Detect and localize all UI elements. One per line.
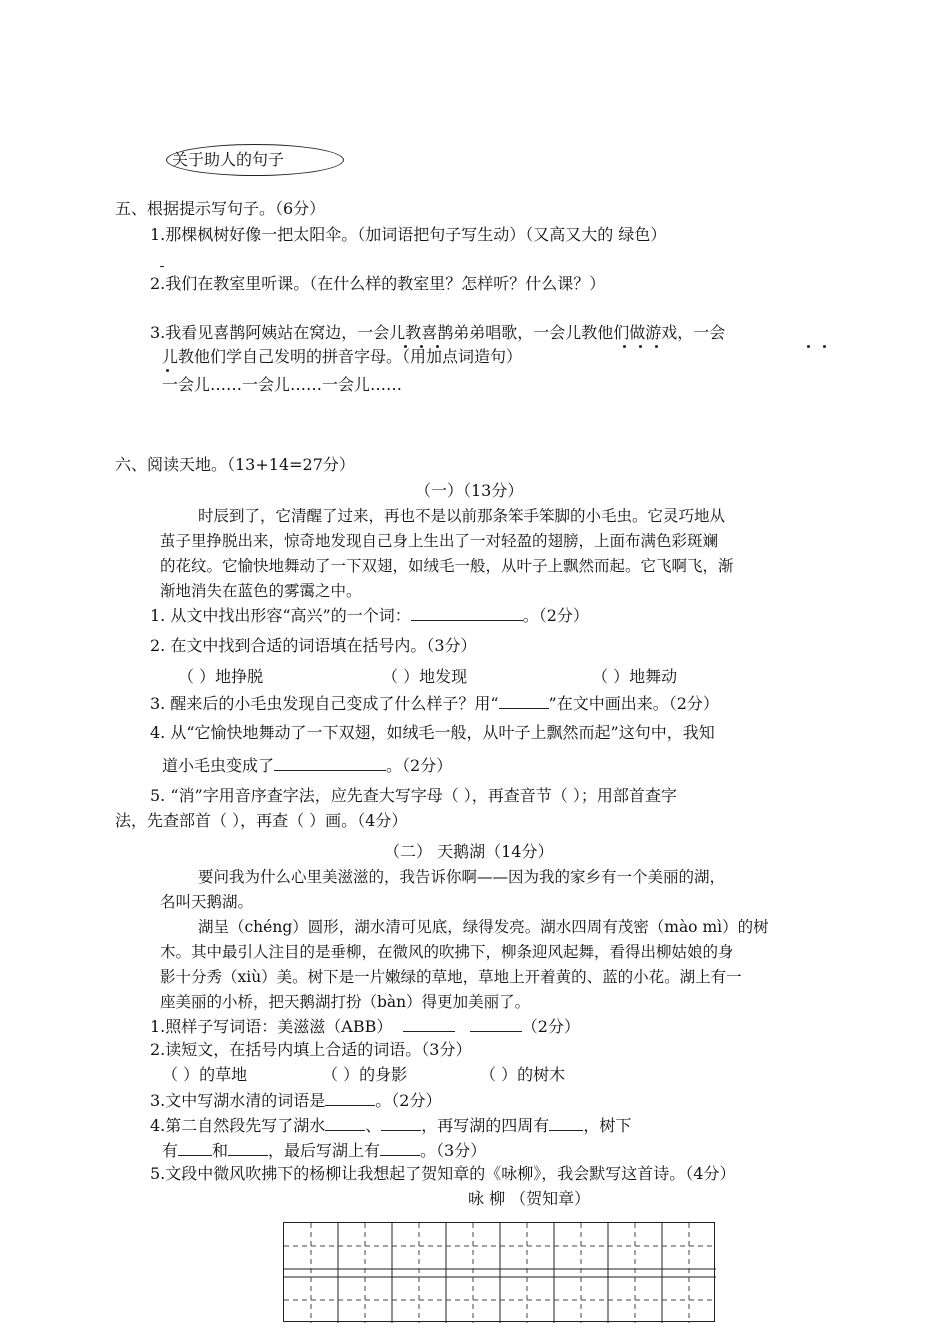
answer-bracket[interactable]: （ ）的身影	[322, 1065, 408, 1084]
answer-blank[interactable]	[403, 1015, 455, 1032]
answer-blank[interactable]	[274, 754, 386, 771]
part2-q5: 5.文段中微风吹拂下的杨柳让我想起了贺知章的《咏柳》，我会默写这首诗。（4分）	[150, 1164, 736, 1183]
section5-q3-line3: 一会儿……一会儿……一会儿……	[162, 375, 403, 394]
part1-q2: 2. 在文中找到合适的词语填在括号内。（3分）	[150, 636, 477, 655]
section5-heading: 五、根据提示写句子。（6分）	[115, 199, 326, 218]
part2-q4-text: 4.第二自然段先写了湖水	[150, 1116, 326, 1135]
writing-grid[interactable]	[283, 1222, 715, 1322]
answer-bracket[interactable]: （ ）地发现	[382, 667, 468, 686]
part1-q3-points: ”在文中画出来。（2分）	[548, 694, 719, 713]
section5-q3-line1: 3.我看见喜鹊阿姨站在窝边，一会儿教喜鹊弟弟唱歌，一会儿教他们做游戏，一会	[150, 323, 726, 342]
emphasis-dot	[166, 369, 169, 372]
answer-blank[interactable]	[325, 1114, 365, 1131]
emphasis-dot	[823, 345, 826, 348]
answer-blank[interactable]	[228, 1139, 268, 1156]
part2-q4-text: 和	[212, 1141, 229, 1160]
part1-q5-line1: 5. “消”字用音序查字法，应先查大写字母（ ），再查音节（ ）；用部首查字	[150, 786, 677, 805]
emphasis-dot	[807, 345, 810, 348]
part2-passage-line: 名叫天鹅湖。	[160, 893, 254, 911]
part1-q4-points: 。（2分）	[386, 756, 453, 775]
answer-blank[interactable]	[549, 1114, 583, 1131]
part1-q3	[150, 692, 719, 714]
part1-q5-line2: 法，先查部首（ ），再查（ ）画。（4分）	[115, 811, 408, 830]
part1-q1-points: 。（2分）	[522, 606, 589, 625]
part2-q4-line1	[150, 1114, 631, 1136]
part2-q1	[150, 1015, 580, 1037]
part2-passage-line: 要问我为什么心里美滋滋的，我告诉你啊——因为我的家乡有一个美丽的湖，	[198, 868, 726, 886]
part1-q4-line2	[162, 754, 452, 776]
part2-q4-points: 。（3分）	[420, 1141, 487, 1160]
answer-blank[interactable]	[381, 1114, 421, 1131]
emphasis-dot	[639, 345, 642, 348]
part2-passage-line: 影十分秀（xiù）美。树下是一片嫩绿的草地，草地上开着黄的、蓝的小花。湖上有一	[160, 968, 742, 986]
part2-q4-text: ，树下	[583, 1116, 632, 1135]
part2-q4-line2	[162, 1139, 486, 1161]
part2-q3	[150, 1089, 441, 1111]
part1-q1-text: 1. 从文中找出形容“高兴”的一个词：	[150, 606, 411, 625]
part2-q2: 2.读短文，在括号内填上合适的词语。（3分）	[150, 1040, 472, 1059]
part2-q4-text: 有	[162, 1141, 179, 1160]
section5-q1: 1.那棵枫树好像一把太阳伞。（加词语把句子写生动）（又高又大的 绿色）	[150, 225, 667, 244]
answer-bracket[interactable]: （ ）地挣脱	[178, 667, 264, 686]
part1-q1	[150, 604, 589, 626]
part2-q1-text: 1.照样子写词语：美滋滋（ABB）	[150, 1017, 393, 1036]
part1-passage-line: 的花纹。它愉快地舞动了一下双翅，如绒毛一般，从叶子上飘然而起。它飞啊飞，渐	[160, 557, 734, 575]
part1-q4-line1: 4. 从“它愉快地舞动了一下双翅，如绒毛一般，从叶子上飘然而起”这句中，我知	[150, 723, 715, 742]
poem-title: 咏 柳 （贺知章）	[468, 1189, 591, 1208]
part2-passage-line: 湖呈（chéng）圆形，湖水清可见底，绿得发亮。湖水四周有茂密（mào mì）的树	[198, 918, 769, 936]
answer-bracket[interactable]: （ ）的树木	[480, 1065, 566, 1084]
answer-bracket[interactable]: （ ）地舞动	[592, 667, 678, 686]
answer-blank[interactable]	[380, 1139, 420, 1156]
part1-title: （一）（13分）	[415, 481, 524, 500]
answer-blank[interactable]	[470, 1015, 522, 1032]
section5-q3-line2: 儿教他们学自己发明的拼音字母。（用加点词造句）	[162, 347, 523, 366]
part2-q1-points: （2分）	[521, 1017, 580, 1036]
part1-q4-text: 道小毛虫变成了	[162, 756, 275, 775]
section5-q2: 2.我们在教室里听课。（在什么样的教室里？怎样听？什么课？）	[150, 274, 606, 293]
part1-passage-line: 时辰到了，它清醒了过来，再也不是以前那条笨手笨脚的小毛虫。它灵巧地从	[198, 507, 726, 525]
writing-grid-lines	[284, 1223, 716, 1323]
part2-passage-line: 座美丽的小桥，把天鹅湖打扮（bàn）得更加美丽了。	[160, 993, 531, 1011]
oval-text: 关于助人的句子	[172, 150, 285, 169]
part2-q4-text: ，最后写湖上有	[268, 1141, 381, 1160]
part2-title: （二） 天鹅湖（14分）	[384, 842, 554, 861]
part2-passage-line: 木。其中最引人注目的是垂柳，在微风的吹拂下，柳条迎风起舞，看得出柳姑娘的身	[160, 943, 734, 961]
part2-q3-points: 。（2分）	[375, 1091, 442, 1110]
part2-q4-text: 、	[365, 1116, 382, 1135]
emphasis-dot	[623, 345, 626, 348]
cursor-mark	[160, 266, 164, 267]
answer-blank[interactable]	[411, 604, 523, 621]
answer-blank[interactable]	[499, 692, 549, 709]
part1-q3-text: 3. 醒来后的小毛虫发现自己变成了什么样子？用“	[150, 694, 499, 713]
part2-q3-text: 3.文中写湖水清的词语是	[150, 1091, 326, 1110]
emphasis-dot	[655, 345, 658, 348]
answer-blank[interactable]	[178, 1139, 212, 1156]
section6-heading: 六、阅读天地。（13+14=27分）	[115, 455, 355, 474]
part2-q4-text: ，再写湖的四周有	[421, 1116, 550, 1135]
part1-passage-line: 渐地消失在蓝色的雾霭之中。	[160, 582, 362, 600]
answer-bracket[interactable]: （ ）的草地	[162, 1065, 248, 1084]
answer-blank[interactable]	[325, 1089, 375, 1106]
part1-passage-line: 茧子里挣脱出来，惊奇地发现自己身上生出了一对轻盈的翅膀，上面布满色彩斑斓	[160, 532, 719, 550]
